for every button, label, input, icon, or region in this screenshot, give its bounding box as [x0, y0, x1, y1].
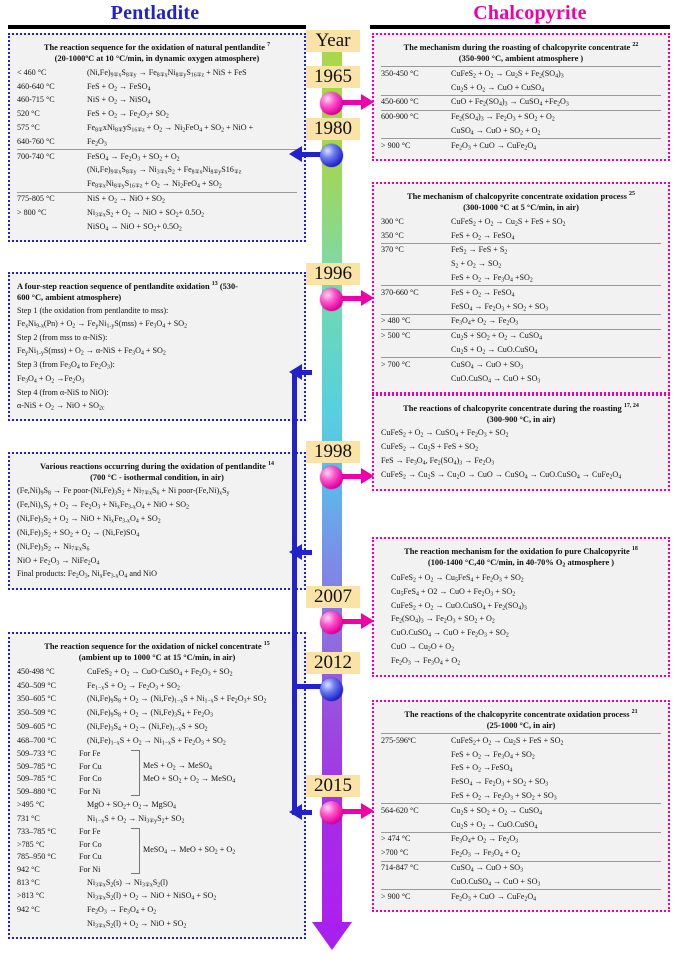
reaction-table [381, 733, 661, 904]
panel-title-line1: The reactions of chalcopyrite concentrate during the roasting $^{17, 24}$ [403, 403, 639, 413]
reaction-row [381, 875, 661, 889]
reaction-equation: CuSO$_4$ → CuO + $SO_3$ [451, 861, 661, 875]
reaction-condition: 460-640 °C [17, 81, 55, 91]
reaction-equation: $(Ni,Fe)_{9\mp x}S_{8\mp y} \to Fe_{8\mp x}Ni_{8\mp y}S_{16\mp z}$ + NiS + FeS [87, 67, 247, 79]
reaction-equation: CuFeS$_2$ + $O_2$ → CuSO$_4$ + $Fe_2O_3 + SO_2$ [381, 428, 509, 439]
reaction-row [381, 847, 661, 861]
reaction-equation: $(Fe,Ni)_xS_y + O_2 \to Fe_2O_3 + Ni_xFe_{3-x}O_4$ + NiO + $SO_2$ [17, 500, 190, 511]
panel-title-line2: (ambient up to 1000 °C at 15 °C/min, in air) [78, 653, 236, 663]
brace-group-2 [17, 826, 297, 876]
reaction-condition: 350-450 °C [381, 67, 451, 81]
reaction-equation: Step 1 (the oxidation from pentlandite to mss): [17, 306, 169, 316]
panel-pentlandite-natural-oxidation [8, 33, 306, 242]
connector-2012-trunk [292, 370, 297, 815]
connector-2007-arrowhead-icon [361, 613, 374, 629]
reaction-row [381, 748, 661, 762]
timeline-year-1998[interactable]: 1998 [306, 441, 360, 463]
reaction-condition: 733–785 °C [17, 826, 56, 836]
panel-pure-chalcopyrite-oxidation [372, 537, 670, 677]
timeline-node-1965[interactable] [320, 92, 343, 115]
panel-title [381, 545, 661, 570]
reaction-equation: CuO.CuSO$_4$ → CuO + $SO_3$ [451, 876, 541, 888]
panel-title-line1: The reaction sequence for the oxidation of natural pentlandite $^7$ [43, 42, 271, 52]
reaction-equation: $Fe_xNi_{9-x}(Pn) + O_2 \to Fe_yNi_{1-y}S(mss) + Fe_3O_4 + SO_2$ [17, 319, 188, 330]
panel-title [17, 41, 297, 64]
reaction-equation: $Fe_{1-x}S + O_2 \to Fe_2O_3 + SO_2$ [87, 680, 180, 692]
reaction-row [17, 135, 297, 149]
reaction-condition: 600-900 °C [381, 110, 451, 124]
reaction-condition: 700-740 °C [17, 150, 87, 164]
brace-equations [143, 748, 297, 798]
reaction-equation: $Cu_2S + O_2$ → CuO.CuSO$_4$ [451, 345, 538, 356]
reaction-condition [17, 178, 87, 192]
reaction-row [17, 904, 297, 918]
reaction-row [17, 94, 297, 108]
brace-group-1 [17, 748, 297, 798]
reaction-row [17, 721, 297, 735]
reaction-condition: 350 °C [381, 230, 404, 240]
reaction-row [381, 81, 661, 95]
reaction-row [381, 804, 661, 818]
divider-left [8, 25, 306, 29]
reaction-equation: $S_2 + O_2 \to SO_2$ [451, 259, 502, 270]
timeline-node-1996[interactable] [320, 288, 343, 311]
reaction-condition: >495 °C [17, 799, 45, 809]
reaction-equation: FeS + $O_2$ → FeSO$_4$ [451, 230, 515, 242]
reaction-condition [17, 164, 87, 178]
reaction-row [381, 67, 661, 81]
reaction-row [17, 918, 297, 932]
reaction-condition [381, 875, 451, 889]
reaction-condition [381, 776, 451, 790]
panel-title-line1: Various reactions occurring during the oxidation of pentlandite $^{14}$ [40, 461, 274, 471]
reaction-row [17, 178, 297, 192]
curly-brace-icon [131, 828, 140, 874]
panel-title-line1: The reaction mechanism for the oxidation fo pure Chalcopyrite $^{18}$ [404, 546, 638, 556]
connector-2012-box2-arrowhead-icon [289, 364, 302, 380]
reaction-condition [381, 748, 451, 762]
reaction-condition: 450-498 °C [17, 666, 55, 676]
reaction-equation: FeSO$_4$ → $Fe_2O_3 + SO_2 + SO_3$ [451, 301, 549, 313]
reaction-row [381, 358, 661, 372]
panel-title-line2: (100-1400 °C,40 °C/min, in 40-70% $O_2$ atmosphere ) [427, 558, 615, 569]
reaction-row [17, 150, 297, 164]
reaction-row [17, 890, 297, 904]
reaction-row [381, 762, 661, 776]
panel-chalcopyrite-oxidation-process [372, 182, 670, 394]
reaction-equation: FeS + $O_2$ →FeSO$_4$ [451, 763, 513, 774]
reaction-equation: CuFeS$_2$+ $O_2 \to Cu_2S$ + FeS + $SO_2$ [451, 734, 661, 748]
reaction-equation: CuFeS$_2$ → $Cu_2S \to Cu_2O$ → CuO → CuSO$_4$ → CuO.CuSO$_4$ → $CuFe_2O_4$ [381, 469, 622, 481]
reaction-equation: $(Ni,Fe)_3S_2 + O_2$ → NiO + $Ni_xFe_{3-x}O_4 + SO_2$ [17, 514, 161, 525]
connector-2015-arrowhead-icon [361, 803, 374, 819]
reaction-condition [381, 762, 451, 776]
brace-equations [143, 826, 297, 876]
reaction-condition: 575 °C [17, 123, 40, 133]
reaction-condition: 509–733 °C [17, 749, 56, 759]
reaction-row [17, 693, 297, 707]
reaction-condition: 509–880 °C [17, 786, 56, 796]
brace-labels [79, 826, 131, 876]
reaction-condition [381, 300, 451, 314]
panel-chalcopyrite-concentrate-21 [372, 700, 670, 912]
reaction-condition: 370 °C [381, 244, 451, 258]
timeline-arrowhead-icon [312, 922, 352, 950]
reaction-equation: CuSO$_4$ → CuO + $SO_3$ [451, 358, 661, 372]
reaction-row [17, 679, 297, 693]
reaction-row [17, 665, 297, 679]
reaction-row [381, 372, 661, 386]
reaction-equation: $Fe_3O_4+ O_2 \to Fe_2O_3$ [451, 315, 661, 330]
panel-title-line1: The mechanism of chalcopyrite concentrate oxidation process $^{25}$ [407, 191, 635, 201]
reaction-row [381, 833, 661, 847]
reaction-row [17, 66, 297, 80]
reaction-row [17, 707, 297, 721]
reaction-table [381, 215, 661, 386]
reaction-row [381, 272, 661, 286]
reaction-row [381, 96, 661, 111]
reaction-row [381, 139, 661, 153]
reaction-condition: >813 °C [17, 891, 45, 901]
reaction-condition: 564-620 °C [381, 804, 451, 818]
panel-title-line2: (350-900 °C, ambient atmosphere ) [458, 54, 584, 64]
reaction-lines [17, 485, 297, 582]
reaction-row [17, 206, 297, 220]
reaction-row [381, 229, 661, 243]
reaction-equation: $Fe_2O_3 \to Fe_3O_4 + O_2$ [391, 655, 461, 667]
reaction-condition: 275-596ºC [381, 734, 451, 748]
reaction-equation: Step 3 (from $Fe_3O_4$ to $Fe_2O_3$): [17, 360, 115, 371]
reaction-table [381, 66, 661, 153]
reaction-row [381, 818, 661, 832]
reaction-condition: 640-760 °C [17, 136, 55, 146]
reaction-condition [381, 81, 451, 95]
reaction-equation: FeSO$_4$ → $Fe_2O_3 + SO_2 + SO_3$ [451, 777, 549, 788]
reaction-row [381, 329, 661, 343]
brace-label: For Cu [79, 761, 102, 771]
reaction-condition: 942 °C [17, 905, 40, 915]
reaction-equation: CuFeS$_2$ + $O_2 \to Cu_5FeS_4 + Fe_2O_3 + SO_2$ [391, 572, 524, 584]
reaction-equation: NiS + $O_2$ → NiSO$_4$ [87, 95, 151, 106]
reaction-equation: $(Ni,Fe)_3S_4 + O_2\to (Ni,Fe)_{1-x}S + SO_2$ [87, 722, 208, 733]
reaction-table-3 [17, 876, 297, 931]
reaction-condition: >700 °C [381, 848, 409, 858]
reaction-equation: $Cu_2S + SO_2 + O_2$ → CuSO$_4$ [451, 329, 661, 343]
reaction-condition: > 700 °C [381, 358, 451, 372]
panel-title-line2: (20-1000ºC at 10 °C/min, in dynamic oxygen atmosphere) [54, 54, 260, 64]
connector-1965-arrowhead-icon [361, 94, 374, 110]
timeline-year-header: Year [306, 30, 360, 52]
panel-title-line1: A four-step reaction sequence of pentlandite oxidation $^{13}$ (530- [17, 281, 238, 291]
reaction-lines [17, 305, 297, 413]
reaction-equation: $Fe_3O_4+ O_2 \to Fe_2O_3$ [451, 833, 661, 847]
reaction-equation: $(Ni,Fe)_{1-x}S + O_2 \to Ni_{1-x}S + Fe_2O_3 + SO_2$ [87, 735, 226, 747]
reaction-condition: > 500 °C [381, 329, 451, 343]
reaction-equation: MeS + $O_2$ → MeSO$_4$ [143, 760, 212, 772]
reaction-equation: $Ni_{3\mp x}S_2(s) \to Ni_{3\mp x}S_2(l)$ [87, 877, 168, 889]
reaction-equation: FeS + $O_2 \to Fe_3O_4 +SO_2$ [451, 273, 533, 284]
brace-group [17, 748, 297, 798]
reaction-condition: 775-805 °C [17, 192, 87, 206]
brace-label: For Cu [79, 852, 102, 862]
reaction-condition: > 900 °C [381, 139, 451, 153]
timeline-node-1998[interactable] [320, 466, 343, 489]
reaction-equation: $Ni_{3\mp x}S_2(l) + O_2$ → NiO + $SO_2$ [87, 918, 187, 930]
reaction-row [381, 776, 661, 790]
panel-title-line2: (300-1000 °C at 5 °C/min, in air) [463, 203, 579, 213]
reaction-row [381, 861, 661, 875]
reaction-condition: >785 °C [17, 839, 45, 849]
reaction-condition: 942 °C [17, 864, 40, 874]
reaction-equation: CuFeS$_2$ + $O_2 \to Cu_2S + Fe_2(SO_4)_3$ [451, 67, 661, 81]
reaction-equation: CuFeS$_2$ + $O_2$ → CuO·CuSO$_4$ + $Fe_2O_3 + SO_2$ [87, 666, 233, 678]
brace-conditions [17, 748, 79, 798]
connector-2012-stub [292, 684, 323, 689]
reaction-row [381, 110, 661, 124]
panel-title [17, 280, 297, 303]
brace-label: For Co [79, 774, 102, 784]
panel-chalcopyrite-roasting-mechanism [372, 33, 670, 161]
reaction-equation: $(Ni,Fe)_{9\mp x}S_{8\mp y} \to Ni_{3\mp x}S_2 + Fe_{8\mp x}Ni_{8\mp y}S16_{\mp z}$ [87, 165, 242, 176]
reaction-equation: $Fe_3O_4 + O_2 \to Fe_2O_3$ [17, 373, 85, 385]
reaction-equation: $Fe_{8\mp}xNi_{8\mp}yS_{16\mp z} + O_2 \to Ni_2FeO_4 + SO_2$ + NiO + [87, 123, 254, 134]
reaction-condition [381, 790, 451, 804]
reaction-equation: Step 2 (from mss to α-NiS): [17, 333, 108, 343]
reaction-condition: 509–785 °C [17, 774, 56, 784]
curly-brace-icon [131, 750, 140, 796]
reaction-equation: MgO + $SO_2+ O_2\to$ MgSO$_4$ [87, 799, 176, 811]
reaction-row [381, 125, 661, 139]
reaction-equation: $Fe_{8\mp x}Ni_{8\mp y}S_{16\mp z} + O_2 \to Ni_2FeO_4 + SO_2$ [87, 179, 222, 190]
reaction-row [17, 192, 297, 206]
reaction-row [381, 300, 661, 314]
reaction-row [17, 220, 297, 234]
reaction-equation: $Ni_{3\mp x}S_2(l) + O_2$ → NiO + NiSO$_4$ + $SO_2$ [87, 891, 217, 902]
reaction-equation: $(Ni,Fe)_3S_2 + SO_2 + O_2 \to (Ni,Fe)SO_4$ [17, 527, 140, 539]
reaction-condition [381, 125, 451, 139]
reaction-equation: $Fe_2(SO_4)_3 \to Fe_2O_3 + SO_2 + O_2$ [391, 614, 495, 625]
brace-label: For Co [79, 839, 102, 849]
reaction-condition [381, 344, 451, 358]
reaction-row [381, 286, 661, 300]
reaction-condition: < 460 °C [17, 67, 47, 77]
panel-title [17, 640, 297, 663]
page-title-chalcopyrite: Chalcopyrite [473, 2, 587, 24]
reaction-equation: FeS → $Fe_3O_4$, $Fe_2(SO_4)_3 \to Fe_2O_3$ [381, 456, 495, 467]
panel-chalcopyrite-roasting-reactions [372, 394, 670, 491]
reaction-row [381, 215, 661, 229]
reaction-equation: $Ni_{3\mp x}S_2 + O_2$ → NiO + $SO_2+ 0.5O_2$ [87, 207, 205, 219]
reaction-equation: $(Ni,Fe)_9S_8 + O_2 \to (Ni,Fe)_3S_4 + Fe_2O_3$ [87, 708, 213, 719]
reaction-equation: $Fe_2O_3 \to Fe_3O_4 + O_2$ [87, 905, 157, 916]
reaction-table-2 [17, 798, 297, 826]
reaction-row [17, 108, 297, 122]
reaction-row [17, 122, 297, 136]
reaction-equation: $Cu_2S + O_2$ → CuO.CuSO$_4$ [451, 819, 538, 831]
timeline-year-2015[interactable]: 2015 [306, 775, 360, 797]
reaction-condition: > 800 °C [17, 207, 47, 217]
reaction-equation: Step 4 (from α-NiS to NiO): [17, 387, 109, 397]
brace-label: For Fe [79, 749, 101, 759]
reaction-lines [381, 572, 661, 669]
reaction-row [381, 734, 661, 748]
timeline-node-2015[interactable] [320, 801, 343, 824]
panel-title [381, 190, 661, 213]
reaction-condition: 520 °C [17, 109, 40, 119]
reaction-equation: Final products: $Fe_2O_3$, $Ni_xFe_{3-x}O_4$ and NiO [17, 569, 157, 580]
reaction-condition: 509–785 °C [17, 761, 56, 771]
reaction-condition [17, 220, 87, 234]
reaction-equation: CuO + $Fe_2(SO_4)_3$ → CuSO$_4$ $+Fe_2O_3$ [451, 96, 661, 111]
brace-label: For Ni [79, 786, 101, 796]
panel-title [381, 708, 661, 731]
reaction-condition: > 480 °C [381, 315, 451, 330]
reaction-equation: NiS + $O_2$ → NiO + $SO_2$ [87, 192, 297, 206]
reaction-equation: $Fe_2(SO_4)_3 \to Fe_2O_3 + SO_2 + O_2$ [451, 110, 661, 124]
reaction-equation: $\alpha-NiS + O_2$ → NiO + $SO_{2c}$ [17, 400, 105, 412]
reaction-row [17, 734, 297, 748]
reaction-condition: 509–605 °C [17, 722, 56, 732]
brace-labels [79, 748, 131, 798]
reaction-equation: MeSO$_4$ → MeO + $SO_2 + O_2$ [143, 845, 236, 856]
reaction-equation: FeSO$_4$ → $Fe_2O_3 + SO_2 + O_2$ [87, 150, 297, 164]
reaction-equation: $Cu_2S + SO_2 + O_2$ → CuSO$_4$ [451, 804, 661, 818]
reaction-condition: 460-715 °C [17, 95, 55, 105]
reaction-equation: CuO → $Cu_2O + O_2$ [391, 642, 455, 653]
reaction-table-1 [17, 665, 297, 748]
reaction-equation: $Fe_2O_3$ + CuO → $CuFe_2O_4$ [451, 139, 661, 153]
panel-title-line1: The mechanism during the roasting of chalcopyrite concentrate $^{22}$ [403, 42, 639, 52]
reaction-equation: $Cu_5FeS_4 + O2$ → CuO + $Fe_2O_3 + SO_2$ [391, 586, 516, 598]
reaction-condition [381, 272, 451, 286]
timeline-year-2007[interactable]: 2007 [306, 586, 360, 608]
reaction-equation: $(Ni,Fe)_3S_2$ ↔ $Ni_{7\mp x}S_6$ [17, 541, 90, 553]
reaction-row [381, 244, 661, 258]
connector-2012-box4-arrowhead-icon [289, 804, 302, 820]
reaction-equation: CuFeS$_2$ → $Cu_2S$ + FeS + $SO_2$ [381, 442, 479, 453]
panel-title-line2: 600 °C, ambient atmosphere) [17, 293, 122, 303]
reaction-equation: $Fe_2O_3$ [87, 136, 107, 148]
reaction-row [381, 790, 661, 804]
reaction-condition: 450–509 °C [17, 680, 56, 690]
panel-pentlandite-various-reactions [8, 452, 306, 590]
connector-1998-arrowhead-icon [361, 468, 374, 484]
reaction-condition: 714-847 °C [381, 861, 451, 875]
reaction-equation: NiO + $Fe_2O_3$ → $NiFe_2O_4$ [17, 555, 100, 567]
reaction-lines [381, 427, 661, 482]
reaction-equation: $Fe_2O_3$ + CuO → $CuFe_2O_4$ [451, 890, 661, 904]
reaction-equation: NiSO$_4$ → NiO + $SO_2+ 0.5O_2$ [87, 221, 182, 233]
reaction-row [17, 80, 297, 94]
reaction-condition [381, 818, 451, 832]
reaction-row [17, 164, 297, 178]
reaction-equation: FeS + $O_2$ → FeSO$_4$ [451, 286, 661, 300]
reaction-condition [381, 372, 451, 386]
panel-title-line2: (25-1000 °C, in air) [486, 721, 556, 731]
reaction-condition [17, 918, 87, 932]
reaction-row [381, 315, 661, 330]
reaction-row [381, 258, 661, 272]
reaction-equation: CuO.CuSO$_4$ → CuO + $SO_3$ [451, 373, 541, 385]
reaction-equation: $Fe_yNi_{1-y}S(mss) + O_2 \to \alpha-NiS + Fe_3O_4 + SO_2$ [17, 346, 166, 357]
reaction-equation: $Ni_{1-x}S + O_2 \to Ni_{3\mp y}S_2+ SO_2$ [87, 813, 185, 825]
reaction-equation: FeS + $O_2 \to Fe_2O_3+ SO_2$ [87, 109, 169, 120]
reaction-equation: CuO.CuSO$_4$ → CuO + $Fe_2O_3 + SO_2$ [391, 628, 509, 639]
reaction-equation: CuFeS$_2$ + $O_2$ → CuO.CuSO$_4$ + $Fe_2(SO_4)_3$ [391, 600, 527, 612]
reaction-condition [381, 258, 451, 272]
connector-2012-box3-arrowhead-icon [289, 544, 302, 560]
reaction-condition: 813 °C [17, 877, 40, 887]
divider-right [370, 25, 670, 29]
brace-conditions [17, 826, 79, 876]
reaction-row [17, 798, 297, 812]
reaction-equation: CuFeS$_2$ + $O_2 \to Cu_2S$ + FeS + $SO_2$ [451, 216, 566, 228]
reaction-condition: 300 °C [381, 216, 404, 226]
connector-1980-arrowhead-icon [289, 146, 302, 162]
reaction-condition: 731 °C [17, 813, 40, 823]
reaction-equation: MeO + $SO_2 + O_2$ → MeSO$_4$ [143, 774, 236, 785]
reaction-table [17, 66, 297, 234]
brace-label: For Ni [79, 864, 101, 874]
panel-title [17, 460, 297, 483]
reaction-row [17, 812, 297, 826]
panel-title-line2: (700 °C - isothermal condition, in air) [90, 473, 224, 483]
reaction-equation: FeS + $O_2 \to Fe_3O_4 + SO_2$ [451, 749, 535, 761]
page-title-pentlandite: Pentladite [110, 2, 200, 24]
reaction-row [381, 344, 661, 358]
reaction-condition: 468–700 °C [17, 735, 56, 745]
panel-title [381, 402, 661, 425]
reaction-equation: CuSO$_4$ → CuO + $SO_2 + O_2$ [451, 126, 541, 137]
timeline-node-2012[interactable] [320, 678, 343, 701]
brace-group [17, 826, 297, 876]
brace-label: For Fe [79, 826, 101, 836]
panel-title-line1: The reaction sequence for the oxidation of nickel concentrate $^{15}$ [44, 641, 270, 651]
reaction-row [17, 876, 297, 890]
connector-1996-arrowhead-icon [361, 290, 374, 306]
reaction-condition: 450-600 °C [381, 96, 451, 111]
reaction-equation: $Fe_2O_3 \to Fe_3O_4 + O_2$ [451, 848, 521, 859]
reaction-condition: 785–950 °C [17, 852, 56, 862]
panel-nickel-concentrate-oxidation [8, 632, 306, 939]
panel-title-line2: (300-900 °C, in air) [486, 415, 556, 425]
reaction-equation: FeS + $O_2 \to Fe_2O_3 + SO_2 + SO_3$ [451, 791, 557, 802]
timeline-year-1980[interactable]: 1980 [306, 118, 360, 140]
panel-title [381, 41, 661, 64]
timeline-spine [322, 52, 342, 932]
timeline-year-1965[interactable]: 1965 [306, 66, 360, 88]
reaction-row [381, 890, 661, 904]
reaction-condition: 370-660 °C [381, 286, 451, 300]
panel-title-line1: The reactions of the chalcopyrite concentrate oxidation process $^{21}$ [404, 709, 638, 719]
reaction-equation: $Cu_2S + O_2$ → CuO + CuSO$_4$ [451, 82, 545, 94]
reaction-condition: 350–509 °C [17, 708, 56, 718]
reaction-equation: $(Ni,Fe)_9S_8 + O_2 \to (Ni,Fe)_{1-x}S + Ni_{1-x}S + Fe_2O_3+ SO_2$ [87, 694, 267, 705]
timeline-node-2007[interactable] [320, 611, 343, 634]
timeline-year-2012[interactable]: 2012 [306, 652, 360, 674]
reaction-condition: 350–605 °C [17, 694, 56, 704]
panel-pentlandite-four-step [8, 272, 306, 421]
timeline-node-1980[interactable] [320, 144, 343, 167]
timeline-year-1996[interactable]: 1996 [306, 263, 360, 285]
reaction-condition: > 900 °C [381, 890, 451, 904]
reaction-equation: FeS + $O_2$ → FeSO$_4$ [87, 81, 151, 93]
reaction-equation: $(Fe,Ni)_9S_8 \to Fe$ poor-$(Ni,Fe)_3S_2 + Ni_{7\mp x}S_6 + Ni$ poor-$(Fe,Ni)_xS_y$ [17, 486, 230, 497]
reaction-condition: > 474 °C [381, 833, 451, 847]
reaction-equation: FeS$_2$ → FeS + $S_2$ [451, 244, 661, 258]
